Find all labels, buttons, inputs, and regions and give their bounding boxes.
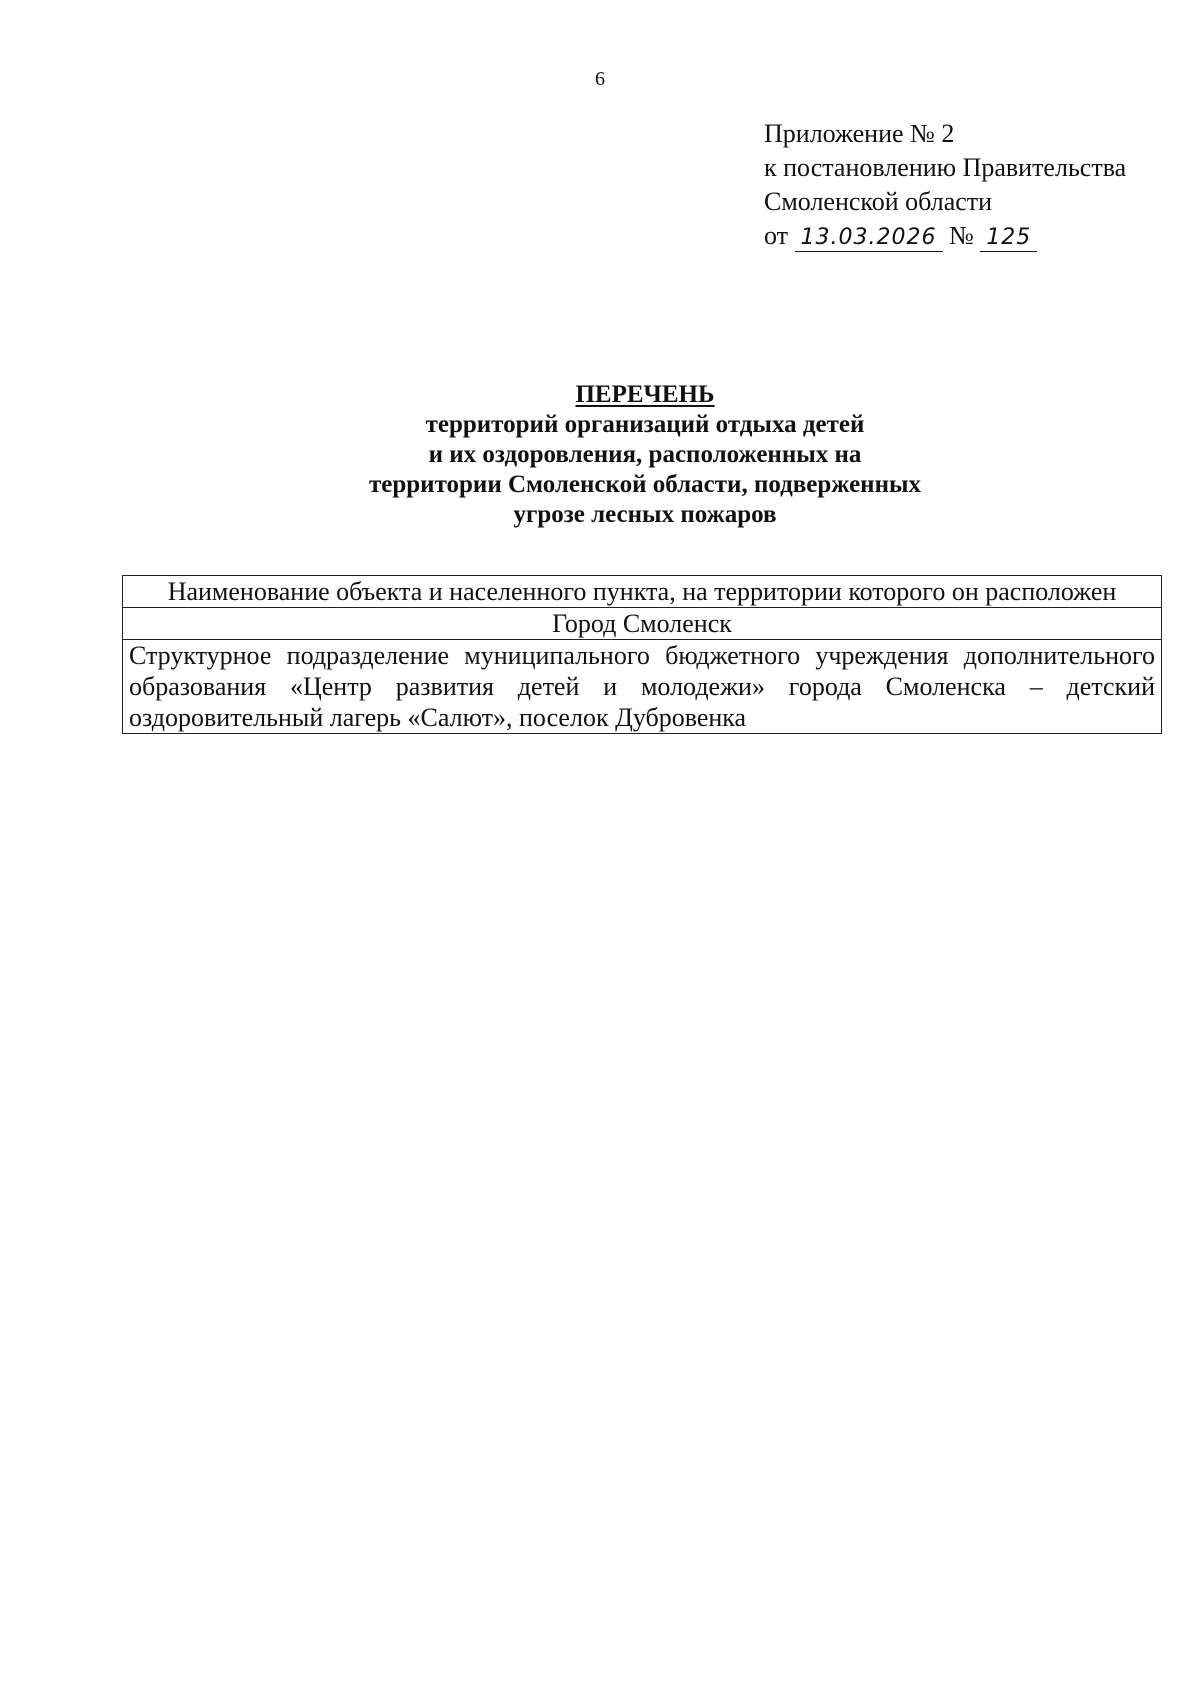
handwritten-number: 125: [980, 225, 1037, 252]
document-title: [0, 380, 1200, 530]
table-group-row: [123, 608, 1162, 640]
title-line-1: территорий организаций отдыха детей: [425, 411, 865, 438]
title-line-2: и их оздоровления, расположенных на: [428, 441, 862, 468]
appendix-region: Смоленской области: [764, 187, 993, 216]
appendix-block: [764, 117, 1126, 253]
title-line-4: угрозе лесных пожаров: [513, 501, 777, 528]
table-cell: Структурное подразделение муниципального бюджетного учреждения дополнительного образования «Центр развития детей и молодежи» города Смоленска – детский оздоровительный лагерь «Салют», поселок Дубровенка: [123, 640, 1162, 734]
number-prefix: №: [949, 221, 974, 250]
handwritten-date: 13.03.2026: [795, 225, 943, 252]
table-header: Наименование объекта и населенного пункта, на территории которого он расположен: [123, 576, 1162, 608]
appendix-title: Приложение № 2: [764, 119, 955, 148]
group-name: Город Смоленск: [123, 608, 1162, 640]
territory-table: [122, 575, 1162, 734]
appendix-reference: к постановлению Правительства: [764, 153, 1127, 182]
title-main: ПЕРЕЧЕНЬ: [575, 381, 715, 408]
page-number: 6: [595, 68, 605, 90]
table-row: [123, 640, 1162, 734]
title-line-3: территории Смоленской области, подверженных: [368, 471, 921, 498]
date-prefix: от: [764, 221, 789, 250]
appendix-date-number: [764, 219, 1126, 253]
table-header-row: [123, 576, 1162, 608]
